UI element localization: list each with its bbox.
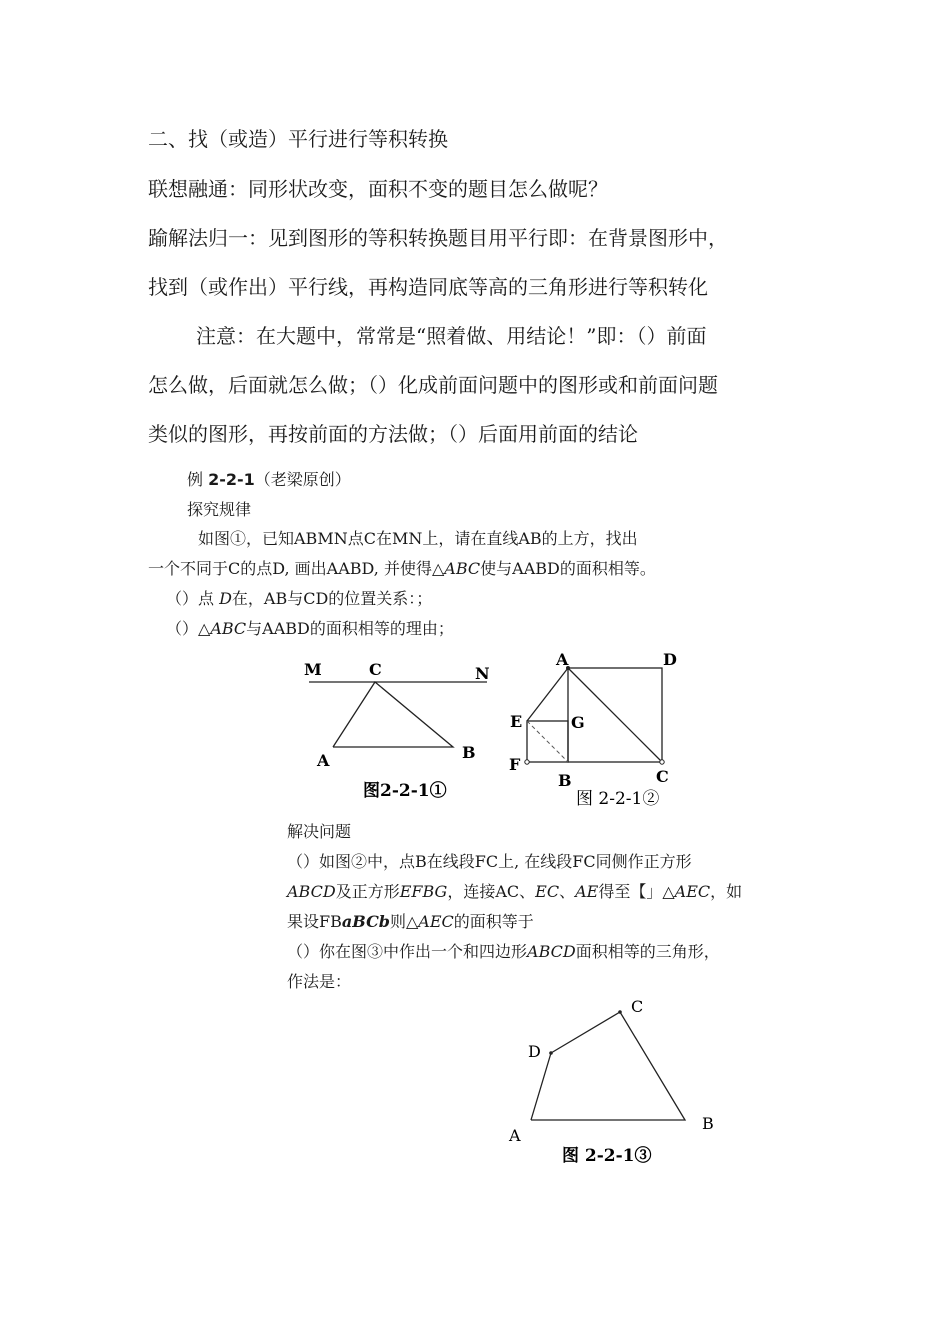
figure-2-2-1-1: [295, 655, 495, 805]
fig2-label-g: G: [571, 713, 585, 732]
triangle-abc: △ABC: [431, 559, 481, 578]
question-2-b: 与AABD的面积相等的理由；: [246, 619, 454, 638]
explore-line-2: [148, 556, 656, 579]
question-1-b: 在，AB与CD的位置关系：；: [231, 589, 433, 608]
explore-line-1: 如图①，已知ABMN点C在MN上，请在直线AB的上方，找出: [198, 529, 638, 548]
example-suffix: （老梁原创）: [254, 470, 351, 489]
section-title: 二、找（或造）平行进行等积转换: [148, 127, 448, 151]
fig1-label-b: B: [462, 743, 476, 762]
s1l3-b: 则: [389, 912, 406, 931]
method-line-2: 找到（或作出）平行线，再构造同底等高的三角形进行等积转化: [148, 275, 708, 299]
square-efbg: EFBG: [399, 882, 448, 901]
note-line-3: 类似的图形，再按前面的方法做；（）后面用前面的结论: [148, 422, 638, 446]
fig2-label-e: E: [510, 712, 523, 731]
note-line-2: 怎么做，后面就怎么做；（）化成前面问题中的图形或和前面问题: [148, 373, 718, 397]
triangle-aec: △AEC: [662, 882, 711, 901]
s1l2-b: ，连接AC、: [447, 882, 536, 901]
solve-1-line-3: [287, 909, 534, 932]
segment-ae: AE: [575, 882, 599, 901]
question-1-a: （）点: [166, 589, 220, 608]
question-2: [166, 616, 454, 639]
solve-title: 解决问题: [287, 822, 352, 841]
fig3-label-a: A: [509, 1126, 521, 1145]
s1l2-e: ，如: [710, 882, 743, 901]
note-line-1: 注意：在大题中，常常是“照着做、用结论！”即：（）前面: [196, 324, 707, 348]
explore-line-2-a: 一个不同于C的点D, 画出AABD, 并使得: [148, 559, 432, 578]
fig2-label-a: A: [556, 650, 569, 669]
segment-ec: EC: [535, 882, 560, 901]
solve-1-line-2: [287, 879, 742, 902]
s1l3-c: 的面积等于: [453, 912, 534, 931]
s2l1-b: 面积相等的三角形，: [575, 942, 720, 961]
solve-1-line-1: （）如图②中，点B在线段FC上, 在线段FC同侧作正方形: [287, 852, 692, 871]
fig3-label-d: D: [528, 1042, 541, 1061]
point-d: D: [219, 589, 232, 608]
fig2-label-c: C: [656, 767, 669, 786]
method-line-1: 踰解法归一：见到图形的等积转换题目用平行即：在背景图形中，: [148, 226, 728, 250]
fig3-label-b: B: [702, 1114, 714, 1133]
s2l1-a: （）你在图③中作出一个和四边形: [287, 942, 528, 961]
fig3-caption: 图 2-2-1③: [562, 1146, 652, 1166]
triangle-aec-2: △AEC: [406, 912, 454, 931]
example-heading: [187, 467, 351, 490]
figure-2-2-1-3: [500, 990, 730, 1170]
solve-2-line-2: 作法是：: [287, 972, 352, 991]
fig1-label-c: C: [369, 660, 382, 679]
fig1-caption: 图2-2-1①: [363, 781, 447, 801]
fig1-label-n: N: [475, 664, 490, 683]
figure-2-2-1-2: [500, 648, 700, 813]
question-1: [166, 586, 432, 609]
fig1-label-m: M: [304, 660, 322, 679]
s1l2-a: 及正方形: [335, 882, 400, 901]
triangle-abc-2: △ABC: [198, 619, 247, 638]
fig1-label-a: A: [317, 751, 330, 770]
link-line: 联想融通：同形状改变，面积不变的题目怎么做呢？: [148, 177, 608, 201]
question-2-a: （）: [166, 619, 199, 638]
fig2-label-b: B: [558, 771, 572, 790]
var-abcb: aBCb: [341, 912, 390, 931]
quad-abcd: ABCD: [527, 942, 576, 961]
s1l3-a: 果设FB: [287, 912, 342, 931]
fig2-label-f: F: [509, 755, 521, 774]
fig2-caption: 图 2-2-1②: [576, 789, 660, 809]
explore-line-2-b: 使与AABD的面积相等。: [480, 559, 656, 578]
square-abcd: ABCD: [287, 882, 336, 901]
solve-2-line-1: [287, 939, 720, 962]
example-prefix: 例: [187, 470, 209, 489]
example-number: 2-2-1: [208, 470, 255, 489]
explore-title: 探究规律: [187, 500, 252, 519]
s1l2-c: 、: [559, 882, 576, 901]
fig3-label-c: C: [631, 997, 644, 1016]
fig2-label-d: D: [663, 650, 677, 669]
s1l2-d: 得至【」: [598, 882, 663, 901]
